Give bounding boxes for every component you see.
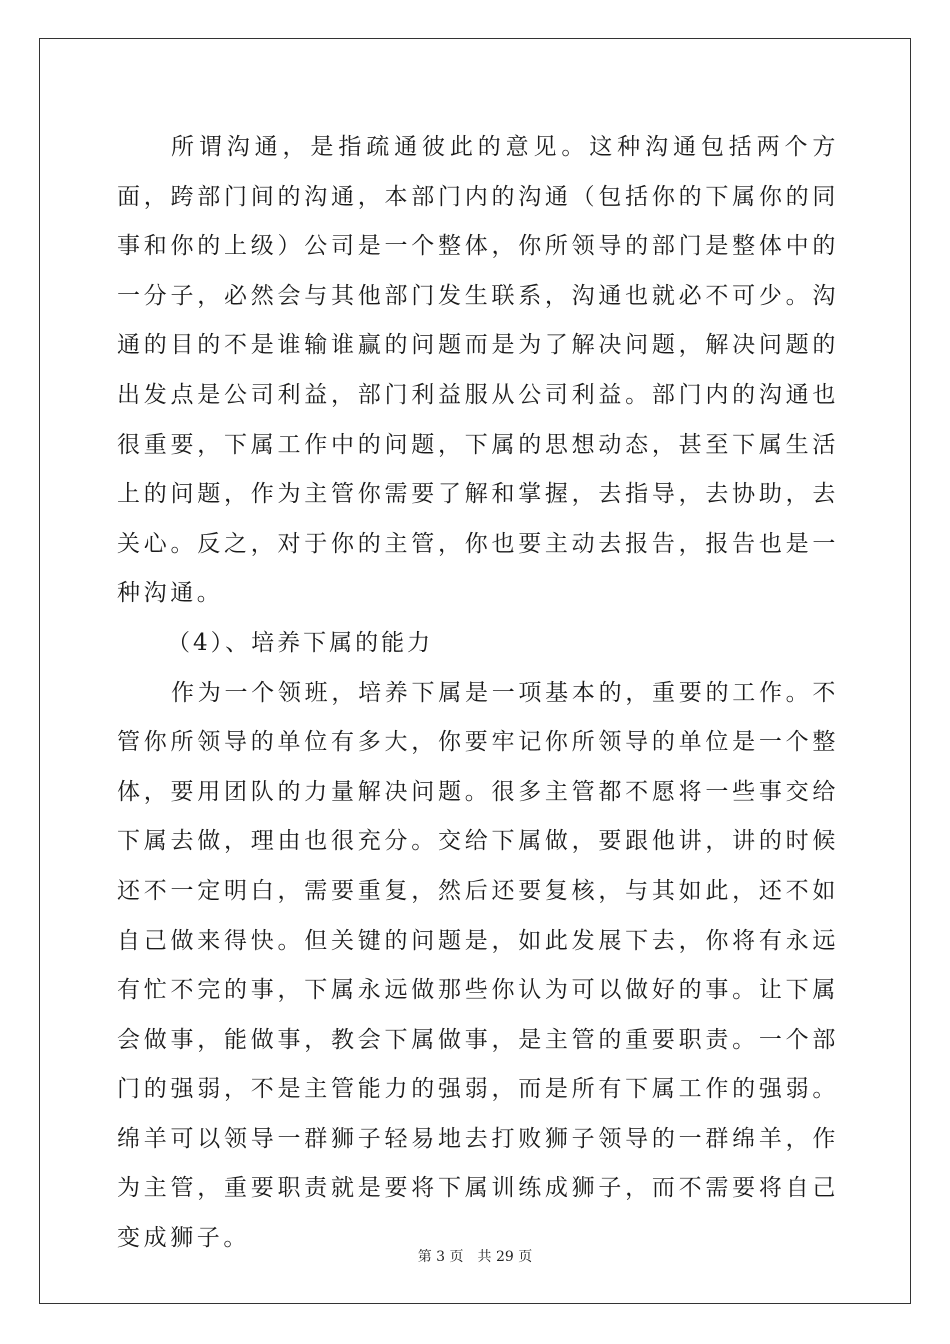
paragraph-communication: 所谓沟通，是指疏通彼此的意见。这种沟通包括两个方面，跨部门间的沟通，本部门内的沟通（包括你的下属你的同事和你的上级）公司是一个整体，你所领导的部门是整体中的一分子，必然会与其他部门发生联系，沟通也就必不可少。沟通的目的不是谁输谁赢的问题而是为了解决问题，解决问题的出发点是公司利益，部门利益服从公司利益。部门内的沟通也很重要，下属工作中的问题，下属的思想动态，甚至下属生活上的问题，作为主管你需要了解和掌握，去指导，去协助，去关心。反之，对于你的主管，你也要主动去报告，报告也是一种沟通。 [117, 134, 839, 607]
paragraph-train-subordinates: 作为一个领班，培养下属是一项基本的，重要的工作。不管你所领导的单位有多大，你要牢记你所领导的单位是一个整体，要用团队的力量解决问题。很多主管都不愿将一些事交给下属去做，理由也很充分。交给下属做，要跟他讲，讲的时候还不一定明白，需要重复，然后还要复核，与其如此，还不如自己做来得快。但关键的问题是，如此发展下去，你将有永远有忙不完的事，下属永远做那些你认为可以做好的事。让下属会做事，能做事，教会下属做事，是主管的重要职责。一个部门的强弱，不是主管能力的强弱，而是所有下属工作的强弱。绵羊可以领导一群狮子轻易地去打败狮子领导的一群绵羊，作为主管，重要职责就是要将下属训练成狮子，而不需要将自己变成狮子。 [117, 679, 839, 1252]
document-body [117, 123, 839, 1264]
section-heading: （4）、培养下属的能力 [167, 629, 434, 656]
page-number: 第 3 页 [417, 1249, 464, 1265]
page-footer [0, 1246, 950, 1266]
page-total: 共 29 页 [477, 1249, 533, 1265]
